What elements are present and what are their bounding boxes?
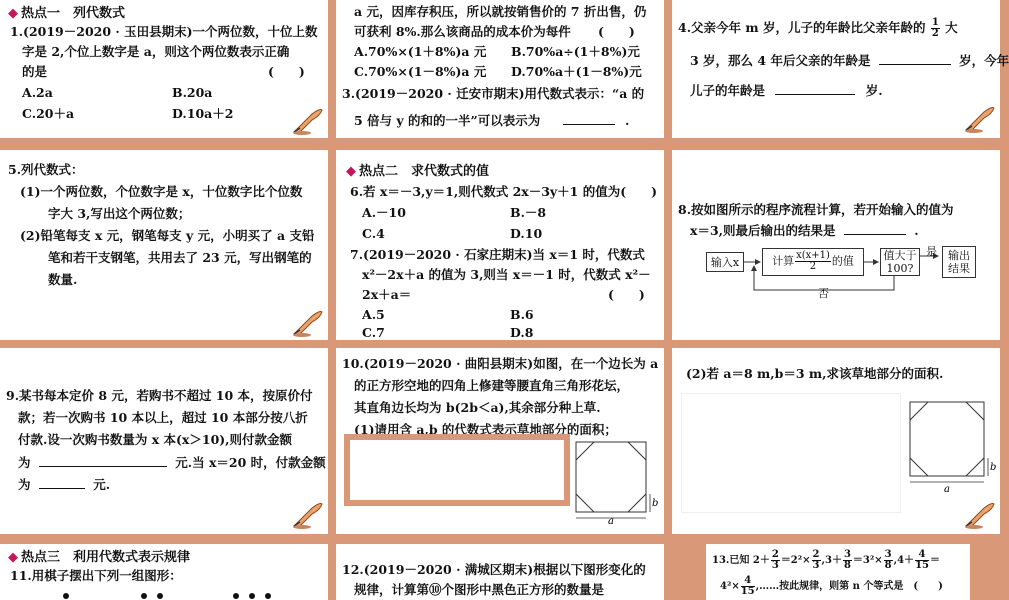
question-4-line-1: 4.父亲今年 m 岁，儿子的年龄比父亲年龄的 $\frac{1}{2}$ 大 [678,17,958,39]
question-1-line-3: 的是 [22,64,48,79]
question-4-line-2: 3 岁，那么 4 年后父亲的年龄是 岁，今年 [690,53,1009,68]
question-7-line-1: 7.(2019－2020 · 石家庄期末)当 x＝1 时，代数式 [350,247,645,262]
question-4-line-3: 儿子的年龄是 岁. [690,83,883,98]
question-12-line-1: 12.(2019－2020 · 满城区期末)根据以下图形变化的 [342,562,646,577]
question-2-line-2: 可获利 8%.那么该商品的成本价为每件 [354,24,571,39]
slide-10 [0,544,328,600]
slide-12 [706,544,970,600]
hotspot-heading: ◆ 热点一 列代数式 [8,6,126,21]
slide-6 [672,150,1000,340]
question-2-line-1: a 元，因库存积压，所以就按销售价的 7 折出售，仍 [354,4,647,19]
hotspot-heading: ◆ 热点二 求代数式的值 [346,164,490,179]
flow-no-label: 否 [818,287,829,300]
option-d: D.10a＋2 [172,106,234,121]
fraction: $\frac{2}{3}$ [812,549,820,571]
slide-9 [672,348,1000,534]
slide-2 [336,0,664,138]
slide-5 [336,150,664,340]
answer-bracket: ( ) [608,287,645,302]
quill-icon [962,104,996,134]
diamond-icon: ◆ [346,164,356,179]
square-garden-figure [904,396,996,496]
option-c: C.70%×(1－8%)a 元 [354,64,487,79]
question-11: 11.用棋子摆出下列一组图形： [10,568,182,583]
question-9-line-2: 款；若一次购书 10 本以上，超过 10 本部分按八折 [18,410,308,425]
answer-blank [775,82,855,95]
answer-blank [39,454,167,467]
option-c: C.20＋a [22,106,75,121]
option-b: B.70%a÷(1＋8%)元 [511,44,640,59]
chess-piece-pattern [0,584,328,600]
slide-11 [336,544,664,600]
question-8-line-1: 8.按如图所示的程序流程计算，若开始输入的值为 [678,202,954,217]
hotspot-heading: ◆ 热点三 利用代数式表示规律 [8,550,191,565]
flow-compute-box: 计算 $\frac{x(x+1)}{2}$ 的值 [762,248,864,276]
question-1-line-1: 1.(2019－2020 · 玉田县期末)一个两位数，十位上数 [10,24,318,39]
question-5-line-4: (2)铅笔每支 x 元，钢笔每支 y 元，小明买了 a 支铅 [20,228,315,243]
question-9-line-3: 付款.设一次购书数量为 x 本(x＞10),则付款金额 [18,432,293,447]
question-5-line-3: 字大 3,写出这个两位数； [48,206,191,221]
flow-input-box: 输入x [706,252,744,272]
question-5-line-2: (1)一个两位数，个位数字是 x，十位数字比个位数 [20,184,303,199]
option-b: B.－8 [510,205,547,220]
option-c: C.4 [362,226,385,241]
flowchart-connectors [672,150,1000,340]
option-a: A.2a [22,85,53,100]
answer-blank [879,52,951,65]
diamond-icon: ◆ [8,6,18,21]
question-9-line-4: 为 元.当 x＝20 时，付款金额 [18,455,326,470]
question-1-line-2: 字是 2,个位上数字是 a，则这个两位数表示正确 [22,44,290,59]
question-9-line-1: 9.某书每本定价 8 元，若购书不超过 10 本，按原价付 [6,388,313,403]
option-c: C.7 [362,325,385,340]
fraction-one-half: $\frac{1}{2}$ [931,17,939,39]
question-10-line-4: (1)请用含 a,b 的代数式表示草地部分的面积； [354,422,617,437]
question-8-line-2: x＝3,则最后输出的结果是 . [690,223,919,238]
flow-decision-box: 值大于 100? [880,248,920,276]
label-a: a [944,484,950,495]
option-d: D.10 [510,226,543,241]
option-b: B.20a [172,85,213,100]
question-10-line-2: 的正方形空地的四角上修建等腰直角三角形花坛， [354,378,630,393]
quill-icon [290,308,324,338]
question-10-line-1: 10.(2019－2020 · 曲阳县期末)如图，在一个边长为 a [342,356,659,371]
question-13-line-2: 4²× $\frac{4}{15}$ ,……按此规律，则第 n 个等式是 ( ) [720,575,943,597]
option-a: A.－10 [362,205,406,220]
question-5-line-6: 数量. [48,272,78,287]
flow-output-box: 输出 结果 [942,246,976,278]
answer-area [350,440,564,500]
option-d: D.8 [510,325,534,340]
diamond-icon: ◆ [8,550,18,565]
fraction: $\frac{3}{8}$ [843,549,851,571]
slide-8 [336,348,664,534]
slide-1 [0,0,328,138]
fraction: $\frac{2}{3}$ [771,549,779,571]
fraction: $\frac{3}{8}$ [884,549,892,571]
question-12-line-2: 规律，计算第⑩个图形中黑色正方形的数量是 [354,582,605,597]
answer-bracket: ( ) [268,64,305,79]
option-a: A.70%×(1＋8%)a 元 [354,44,487,59]
quill-icon [290,500,324,530]
question-6: 6.若 x＝－3,y＝1,则代数式 2x－3y＋1 的值为( ) [350,184,658,199]
answer-blank [563,112,615,125]
answer-area [682,394,900,512]
fraction: $\frac{4}{15}$ [915,549,929,571]
question-3-line-1: 3.(2019－2020 · 迁安市期末)用代数式表示：“a 的 [342,86,645,101]
quill-icon [962,500,996,530]
label-b: b [990,462,997,473]
question-7-line-3: 2x＋a＝ [362,287,412,302]
question-5-line-5: 笔和若干支钢笔，共用去了 23 元，写出钢笔的 [48,250,312,265]
option-b: B.6 [510,307,534,322]
compute-fraction: $\frac{x(x+1)}{2}$ [796,250,830,272]
fraction: $\frac{4}{15}$ [740,575,755,597]
square-garden-figure [570,438,660,527]
flow-yes-label: 是 [926,245,937,258]
option-a: A.5 [362,307,385,322]
question-9-line-5: 为 元. [18,477,111,492]
slide-3 [672,0,1009,138]
answer-bracket: ( ) [598,24,635,39]
question-13-line-1: 13.已知 2＋ $\frac{2}{3}$ ＝2²× $\frac{2}{3}$ ,3＋ $\frac{3}{8}$ ＝3²× $\frac{3}{8}$ ,4＋ $\frac{4}{15}$ ＝ [712,549,940,571]
question-3-line-2: 5 倍与 y 的和的一半”可以表示为 . [354,113,630,128]
slide-4 [0,150,328,340]
label-b: b [652,498,659,509]
question-7-line-2: x²－2x＋a 的值为 3,则当 x＝－1 时，代数式 x²－ [362,267,651,282]
quill-icon [290,106,324,136]
question-10-line-3: 其直角边长均为 b(2b＜a),其余部分种上草. [354,400,601,415]
option-d: D.70%a＋(1－8%)元 [511,64,642,79]
label-a: a [608,516,614,527]
slide-7 [0,348,328,534]
question-10-part-2: (2)若 a＝8 m,b＝3 m,求该草地部分的面积. [686,366,944,381]
question-5-line-1: 5.列代数式： [8,162,84,177]
answer-blank [39,476,85,489]
